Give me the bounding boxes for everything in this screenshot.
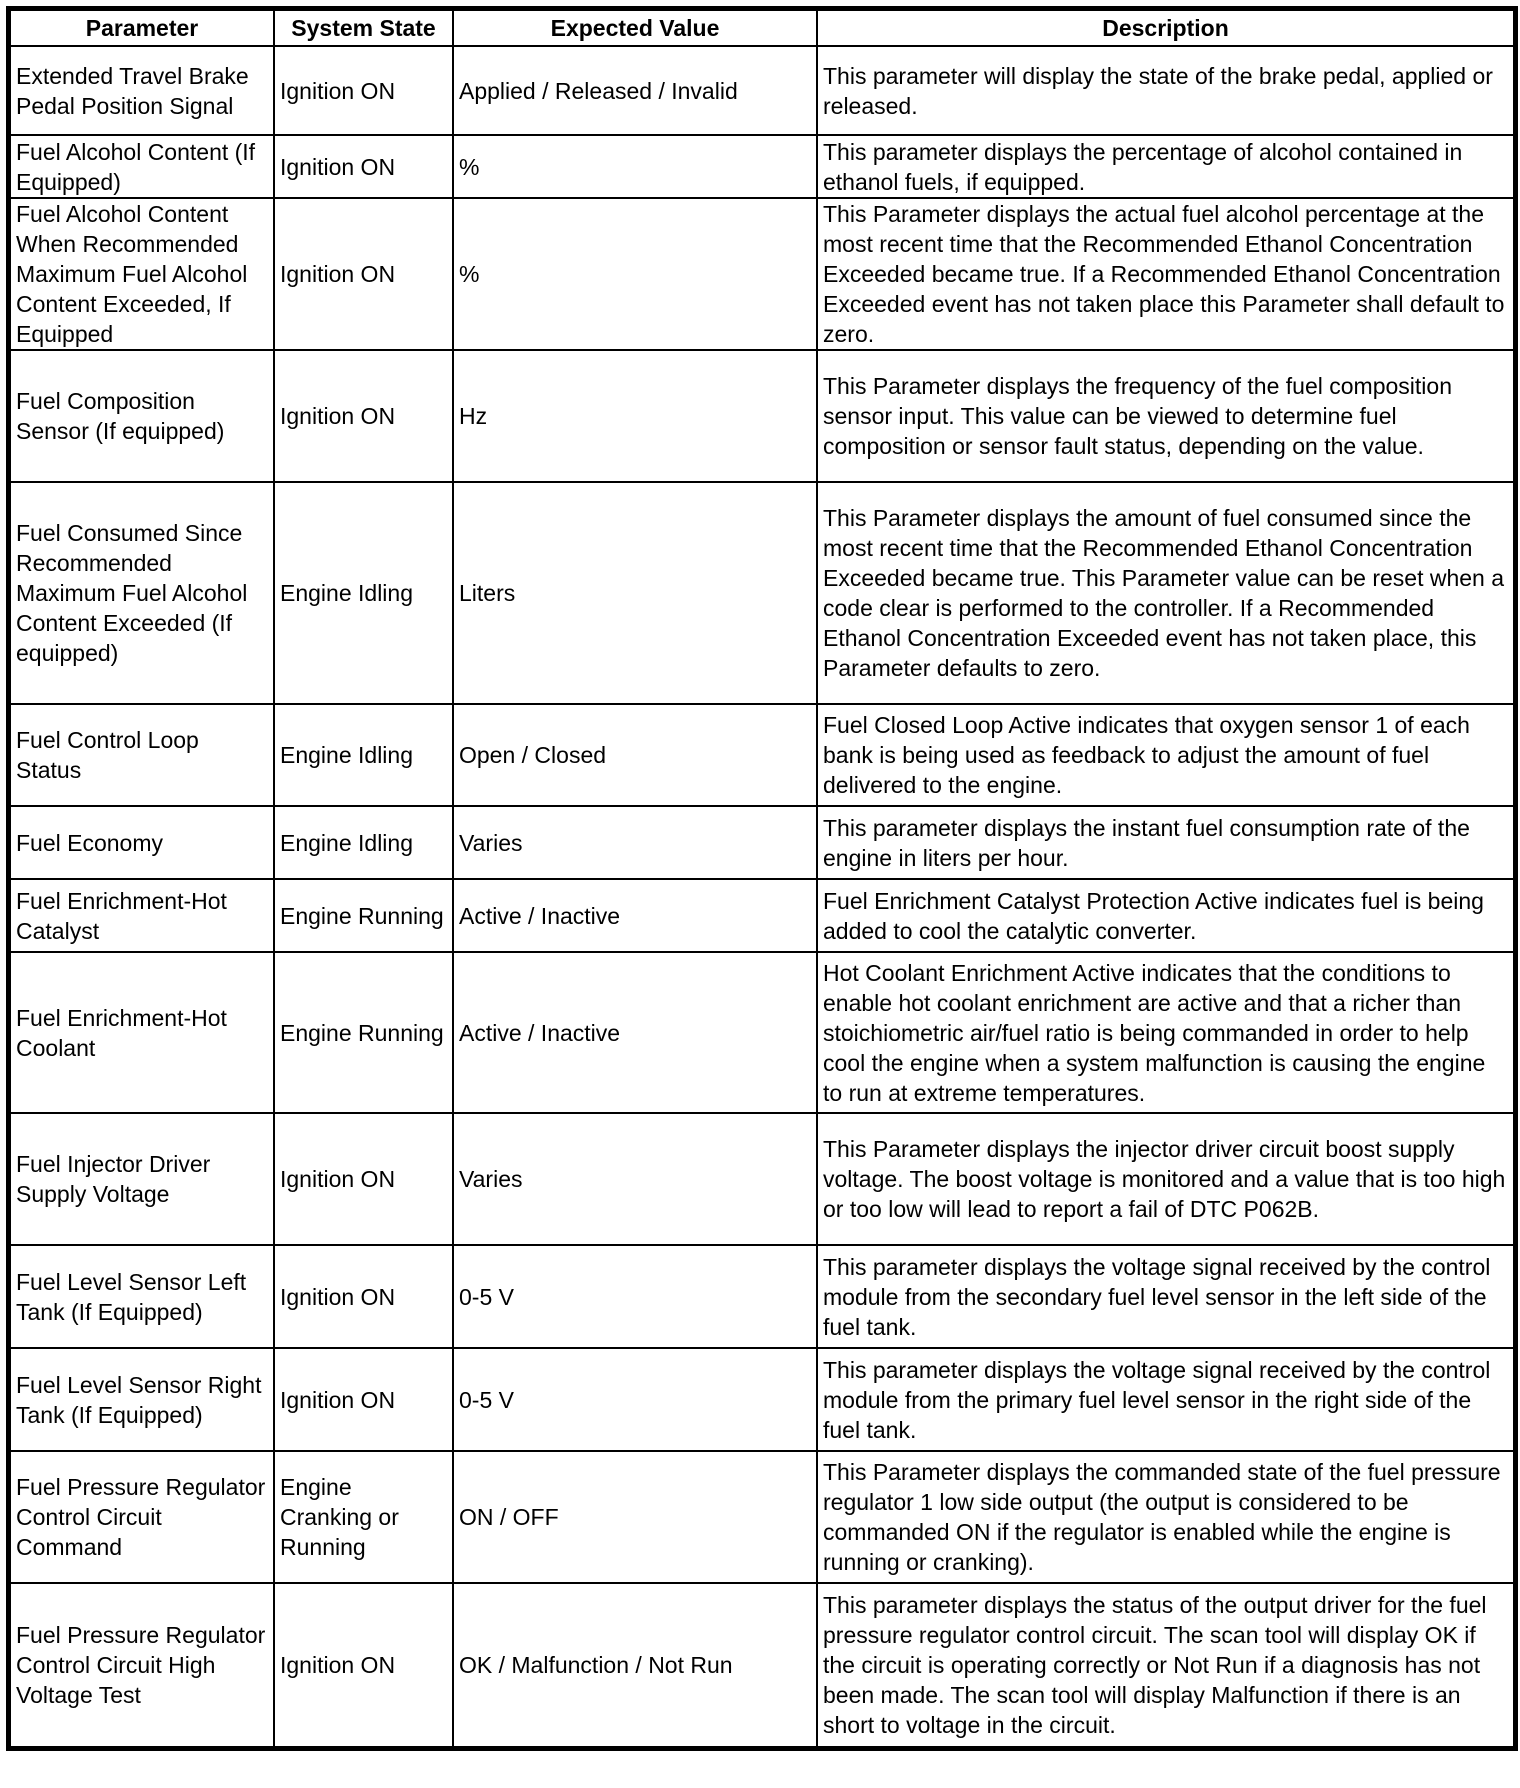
cell-expected-value: Active / Inactive: [453, 952, 817, 1113]
cell-parameter: Extended Travel Brake Pedal Position Signal: [10, 46, 274, 135]
table-row: [10, 135, 1514, 198]
table-frame: [6, 6, 1518, 1751]
cell-description: This Parameter displays the amount of fuel consumed since the most recent time that the Recommended Ethanol Concentration Exceeded became true. This Parameter value can be reset when a code clear is performed to the controller. If a Recommended Ethanol Concentration Exceeded event has not taken place, this Parameter defaults to zero.: [817, 482, 1514, 704]
cell-expected-value: OK / Malfunction / Not Run: [453, 1583, 817, 1747]
cell-parameter: Fuel Composition Sensor (If equipped): [10, 350, 274, 482]
cell-description: This parameter displays the instant fuel consumption rate of the engine in liters per hour.: [817, 806, 1514, 879]
cell-expected-value: ON / OFF: [453, 1451, 817, 1583]
cell-description: Hot Coolant Enrichment Active indicates that the conditions to enable hot coolant enrichment are active and that a richer than stoichiometric air/fuel ratio is being commanded in order to help cool the engine when a system malfunction is causing the engine to run at extreme temperatures.: [817, 952, 1514, 1113]
header-system-state: System State: [274, 10, 453, 46]
parameter-table: [9, 9, 1515, 1748]
cell-expected-value: %: [453, 198, 817, 350]
cell-parameter: Fuel Enrichment-Hot Catalyst: [10, 879, 274, 952]
cell-expected-value: Applied / Released / Invalid: [453, 46, 817, 135]
cell-expected-value: 0-5 V: [453, 1348, 817, 1451]
cell-parameter: Fuel Control Loop Status: [10, 704, 274, 806]
table-row: [10, 1348, 1514, 1451]
table-row: [10, 879, 1514, 952]
header-row: [10, 10, 1514, 46]
cell-description: This parameter displays the voltage signal received by the control module from the secondary fuel level sensor in the left side of the fuel tank.: [817, 1245, 1514, 1348]
cell-description: This parameter displays the status of the output driver for the fuel pressure regulator control circuit. The scan tool will display OK if the circuit is operating correctly or Not Run if a diagnosis has not been made. The scan tool will display Malfunction if there is an short to voltage in the circuit.: [817, 1583, 1514, 1747]
table-row: [10, 952, 1514, 1113]
cell-description: This parameter displays the percentage of alcohol contained in ethanol fuels, if equipped.: [817, 135, 1514, 198]
cell-system-state: Engine Running: [274, 952, 453, 1113]
cell-expected-value: Active / Inactive: [453, 879, 817, 952]
cell-system-state: Ignition ON: [274, 46, 453, 135]
cell-system-state: Ignition ON: [274, 1348, 453, 1451]
cell-parameter: Fuel Pressure Regulator Control Circuit High Voltage Test: [10, 1583, 274, 1747]
table-row: [10, 1245, 1514, 1348]
cell-expected-value: Varies: [453, 1113, 817, 1245]
cell-description: This parameter will display the state of the brake pedal, applied or released.: [817, 46, 1514, 135]
table-row: [10, 198, 1514, 350]
cell-system-state: Ignition ON: [274, 198, 453, 350]
cell-description: This Parameter displays the frequency of the fuel composition sensor input. This value can be viewed to determine fuel composition or sensor fault status, depending on the value.: [817, 350, 1514, 482]
table-row: [10, 46, 1514, 135]
cell-expected-value: %: [453, 135, 817, 198]
cell-expected-value: Open / Closed: [453, 704, 817, 806]
cell-parameter: Fuel Consumed Since Recommended Maximum Fuel Alcohol Content Exceeded (If equipped): [10, 482, 274, 704]
table-row: [10, 1451, 1514, 1583]
table-row: [10, 1583, 1514, 1747]
cell-system-state: Ignition ON: [274, 135, 453, 198]
table-row: [10, 350, 1514, 482]
header-description: Description: [817, 10, 1514, 46]
cell-system-state: Ignition ON: [274, 1583, 453, 1747]
cell-expected-value: Liters: [453, 482, 817, 704]
cell-parameter: Fuel Pressure Regulator Control Circuit Command: [10, 1451, 274, 1583]
table-row: [10, 806, 1514, 879]
cell-parameter: Fuel Alcohol Content (If Equipped): [10, 135, 274, 198]
cell-system-state: Ignition ON: [274, 1113, 453, 1245]
cell-expected-value: Hz: [453, 350, 817, 482]
cell-description: This Parameter displays the actual fuel alcohol percentage at the most recent time that the Recommended Ethanol Concentration Exceeded became true. If a Recommended Ethanol Concentration Exceeded event has not taken place this Parameter shall default to zero.: [817, 198, 1514, 350]
cell-description: Fuel Enrichment Catalyst Protection Active indicates fuel is being added to cool the catalytic converter.: [817, 879, 1514, 952]
header-expected-value: Expected Value: [453, 10, 817, 46]
cell-parameter: Fuel Level Sensor Left Tank (If Equipped): [10, 1245, 274, 1348]
cell-system-state: Ignition ON: [274, 1245, 453, 1348]
table-row: [10, 1113, 1514, 1245]
cell-parameter: Fuel Alcohol Content When Recommended Maximum Fuel Alcohol Content Exceeded, If Equipped: [10, 198, 274, 350]
cell-parameter: Fuel Enrichment-Hot Coolant: [10, 952, 274, 1113]
cell-description: This parameter displays the voltage signal received by the control module from the primary fuel level sensor in the right side of the fuel tank.: [817, 1348, 1514, 1451]
cell-description: This Parameter displays the injector driver circuit boost supply voltage. The boost voltage is monitored and a value that is too high or too low will lead to report a fail of DTC P062B.: [817, 1113, 1514, 1245]
table-row: [10, 482, 1514, 704]
cell-description: This Parameter displays the commanded state of the fuel pressure regulator 1 low side output (the output is considered to be commanded ON if the regulator is enabled while the engine is running or cranking).: [817, 1451, 1514, 1583]
cell-system-state: Engine Idling: [274, 704, 453, 806]
cell-parameter: Fuel Economy: [10, 806, 274, 879]
table-row: [10, 704, 1514, 806]
cell-parameter: Fuel Injector Driver Supply Voltage: [10, 1113, 274, 1245]
cell-system-state: Ignition ON: [274, 350, 453, 482]
cell-description: Fuel Closed Loop Active indicates that oxygen sensor 1 of each bank is being used as feedback to adjust the amount of fuel delivered to the engine.: [817, 704, 1514, 806]
cell-system-state: Engine Cranking or Running: [274, 1451, 453, 1583]
cell-system-state: Engine Idling: [274, 806, 453, 879]
cell-system-state: Engine Idling: [274, 482, 453, 704]
cell-expected-value: Varies: [453, 806, 817, 879]
header-parameter: Parameter: [10, 10, 274, 46]
cell-system-state: Engine Running: [274, 879, 453, 952]
cell-parameter: Fuel Level Sensor Right Tank (If Equipped): [10, 1348, 274, 1451]
cell-expected-value: 0-5 V: [453, 1245, 817, 1348]
